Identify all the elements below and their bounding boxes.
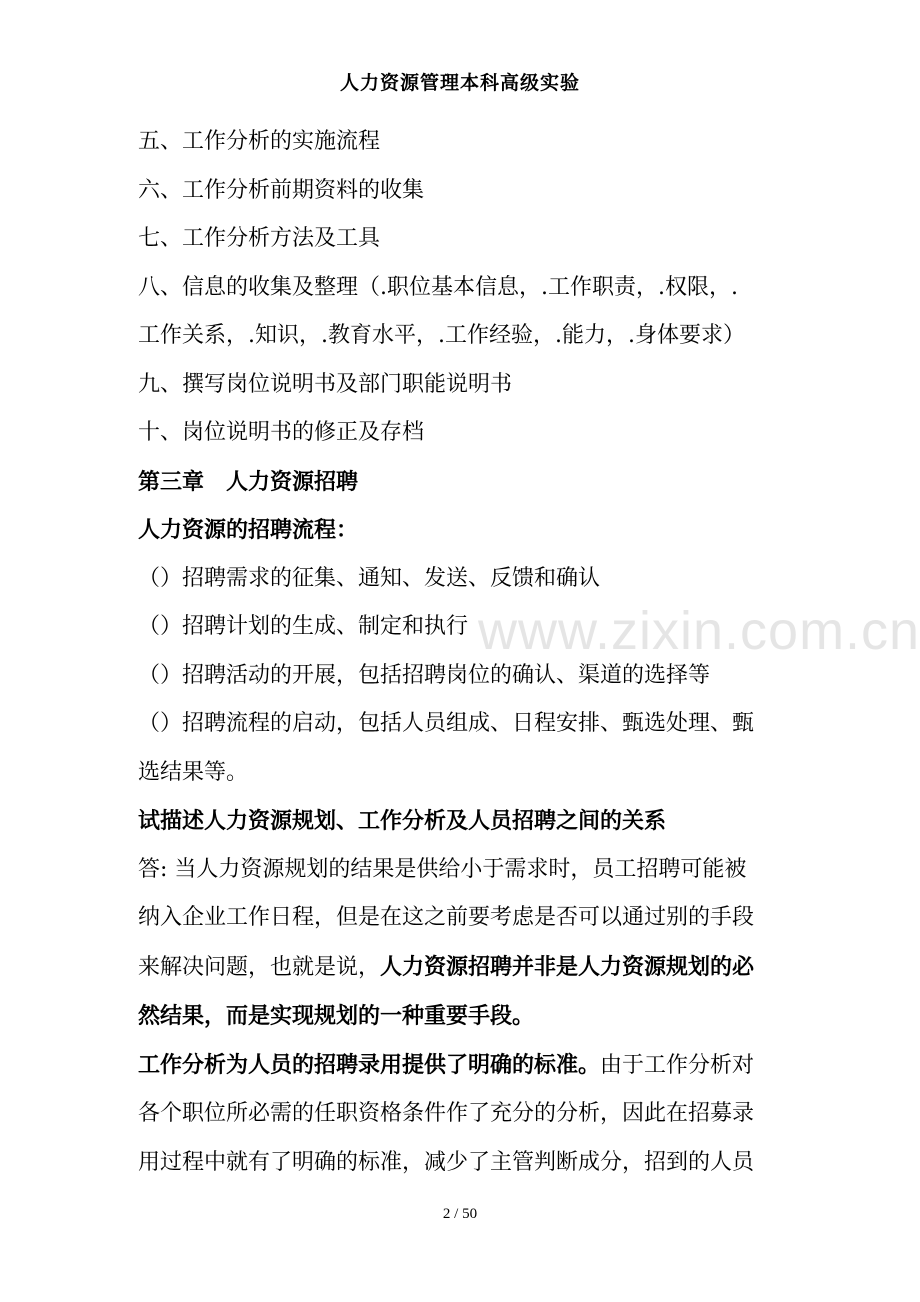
answer-paragraph (138, 846, 788, 1041)
answer-emphasis: 人力资源招聘并非是人力资源规划的必 (380, 953, 755, 980)
page-number: 2 / 50 (442, 1206, 478, 1222)
answer-line: 纳入企业工作日程，但是在这之前要考虑是否可以通过别的手段 (138, 905, 755, 930)
outline-item: 七、工作分析方法及工具 (138, 226, 381, 251)
watermark: www.zixin.com.cn (478, 601, 920, 661)
answer-emphasis-line: 然结果，而是实现规划的一种重要手段。 (138, 1003, 535, 1029)
analysis-emphasis: 工作分析为人员的招聘录用提供了明确的标准。 (138, 1051, 601, 1078)
analysis-paragraph (138, 1041, 788, 1188)
outline-item: （）招聘计划的生成、制定和执行 (138, 614, 469, 639)
outline-item: （）招聘活动的开展，包括招聘岗位的确认、渠道的选择等 (138, 662, 711, 688)
analysis-line: 用过程中就有了明确的标准，减少了主管判断成分，招到的人员 (138, 1149, 755, 1175)
outline-item: 选结果等。 (138, 759, 249, 785)
answer-text: 来解决问题，也就是说， (138, 954, 381, 980)
section-heading: 人力资源的招聘流程： (138, 517, 359, 543)
analysis-text: 由于工作分析对 (600, 1052, 755, 1078)
analysis-line: 各个职位所必需的任职资格条件作了充分的分析，因此在招募录 (138, 1101, 755, 1126)
outline-item: 八、信息的收集及整理（.职位基本信息，.工作职责，.权限，. (138, 274, 738, 300)
outline-item: 十、岗位说明书的修正及存档 (138, 420, 425, 445)
outline-item: 五、工作分析的实施流程 (138, 129, 381, 154)
section-heading: 试描述人力资源规划、工作分析及人员招聘之间的关系 (138, 808, 667, 834)
outline-item: 九、撰写岗位说明书及部门职能说明书 (138, 371, 513, 397)
outline-item: 六、工作分析前期资料的收集 (138, 177, 425, 203)
outline-item: （）招聘流程的启动，包括人员组成、日程安排、甄选处理、甄 (138, 711, 755, 736)
page-header: 人力资源管理本科高级实验 (339, 72, 580, 94)
section-heading: 第三章 人力资源招聘 (138, 468, 359, 495)
answer-line (138, 943, 788, 993)
outline-item: 工作关系，.知识，.教育水平，.工作经验，.能力，.身体要求） (138, 323, 745, 348)
analysis-line (138, 1041, 788, 1091)
outline-item: （）招聘需求的征集、通知、发送、反馈和确认 (138, 565, 601, 591)
answer-line: 答: 当人力资源规划的结果是供给小于需求时，员工招聘可能被 (138, 856, 747, 882)
outline-list (138, 118, 788, 846)
